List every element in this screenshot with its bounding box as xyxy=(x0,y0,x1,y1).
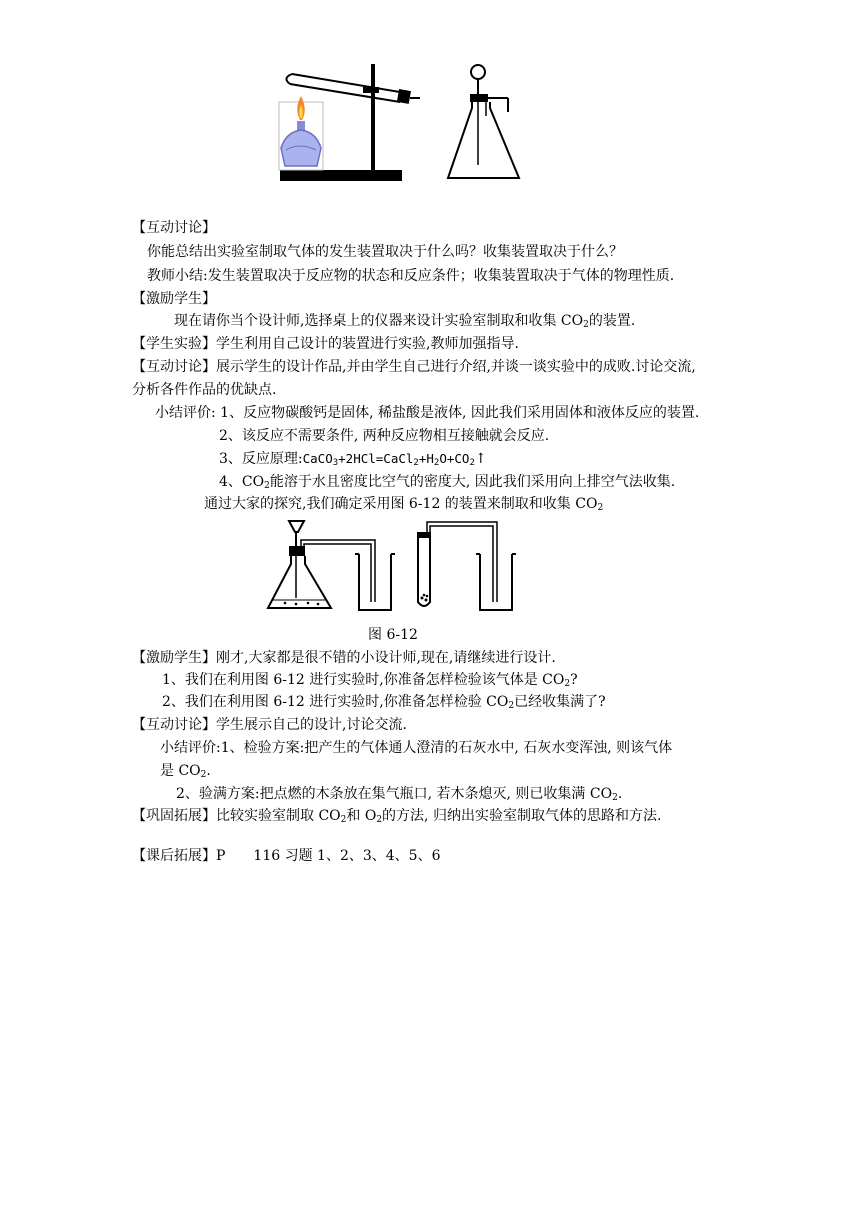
eval-1: 小结评价:1、检验方案:把产生的气体通人澄清的石灰水中, 石灰水变浑浊, 则该气体 xyxy=(160,740,673,756)
heating-apparatus-figure xyxy=(0,0,860,200)
question-2: 2、我们在利用图 6-12 进行实验时,你准备怎样检验 $CO_2$已经收集满了? xyxy=(162,694,606,711)
consolidate: 【巩固拓展】比较实验室制取 $CO_2$和 $O_2$的方法, 归纳出实验室制取气体的思路和方法. xyxy=(132,808,662,825)
figure-caption: 图 6-12 xyxy=(368,627,418,643)
student-experiment: 【学生实验】学生利用自己设计的装置进行实验,教师加强指导. xyxy=(132,336,519,352)
discuss-1-question: 你能总结出实验室制取气体的发生装置取决于什么吗？收集装置取决于什么？ xyxy=(147,244,623,260)
encourage-2: 【激励学生】刚才,大家都是很不错的小设计师,现在,请继续进行设计. xyxy=(132,650,556,666)
summary-3-reaction: 3、反应原理$:CaCO_3+2HCl=CaCl_2+H_2O+CO_2↑$ xyxy=(219,451,487,468)
question-1: 1、我们在利用图 6-12 进行实验时,你准备怎样检验该气体是 $CO_2$? xyxy=(162,672,578,689)
figure-6-12-apparatus xyxy=(0,510,860,630)
discuss-3: 【互动讨论】学生展示自己的设计,讨论交流. xyxy=(132,717,407,733)
conclusion-text: 通过大家的探究,我们确定采用图 6-12 的装置来制取和收集 $CO_2$ xyxy=(204,496,604,513)
eval-2: 2、验满方案:把点燃的木条放在集气瓶口, 若木条熄灭, 则已收集满 $CO_2$. xyxy=(176,786,623,803)
discuss-2: 【互动讨论】展示学生的设计作品,并由学生自己进行介绍,并谈一谈实验中的成败.讨论交流, xyxy=(132,359,696,375)
eval-1-cont: 是 $CO_2$. xyxy=(160,763,211,780)
discuss-1-heading: 【互动讨论】 xyxy=(132,220,216,236)
homework: 【课后拓展】P 116 习题 1、2、3、4、5、6 xyxy=(132,848,441,864)
summary-2: 2、该反应不需要条件, 两种反应物相互接触就会反应. xyxy=(219,428,550,444)
encourage-1-text: 现在请你当个设计师,选择桌上的仪器来设计实验室制取和收集 $CO_2$的装置. xyxy=(174,313,636,330)
discuss-2-cont: 分析各件作品的优缺点. xyxy=(132,382,277,398)
summary-1: 小结评价: 1、反应物碳酸钙是固体, 稀盐酸是液体, 因此我们采用固体和液体反应的装置. xyxy=(155,405,700,421)
discuss-1-summary: 教师小结:发生装置取决于反应物的状态和反应条件；收集装置取决于气体的物理性质. xyxy=(147,268,675,284)
encourage-1-heading: 【激励学生】 xyxy=(132,291,216,307)
summary-4-density: 4、$CO_2$能溶于水且密度比空气的密度大, 因此我们采用向上排空气法收集. xyxy=(219,474,676,491)
